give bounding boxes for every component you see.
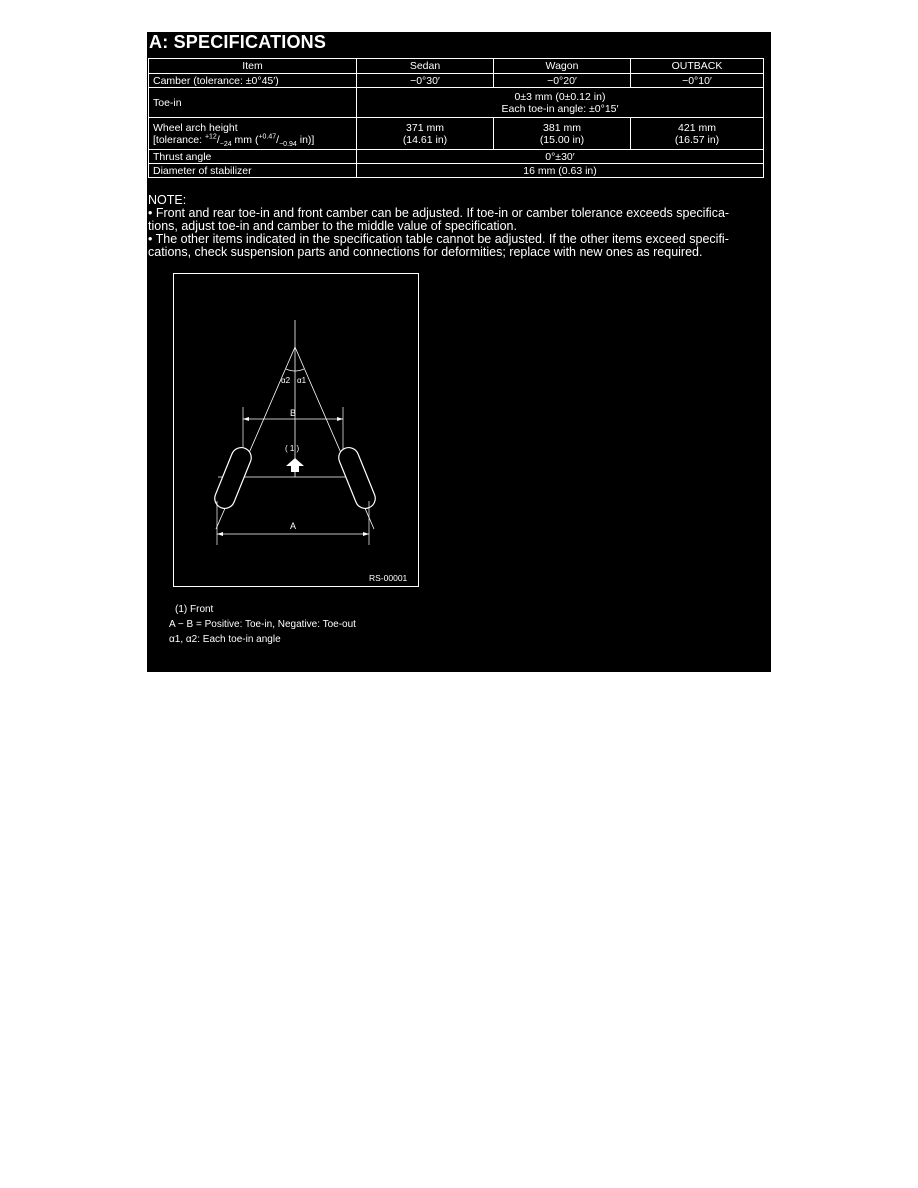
toe-in-value-line2: Each toe-in angle: ±0°15′ (501, 102, 619, 115)
wheel-arch-label (149, 118, 357, 150)
tol-mm-sup: +12 (204, 133, 217, 140)
camber-wagon: −0°20′ (494, 74, 631, 88)
spec-table (148, 58, 764, 178)
note-line-2: tions, adjust toe-in and camber to the middle value of specification. (148, 220, 517, 233)
figure-frame (174, 274, 419, 587)
table-row-stabilizer (149, 164, 764, 178)
alpha1-label: α1 (297, 376, 307, 385)
tol-in-sub: −0.94 (279, 140, 297, 148)
camber-outback: −0°10′ (631, 74, 764, 88)
wheel-arch-outback-mm: 421 mm (678, 121, 716, 134)
unit-mm: mm ( (231, 133, 259, 146)
note-line-4: cations, check suspension parts and connections for deformities; replace with new ones as required. (148, 246, 703, 259)
stabilizer-label: Diameter of stabilizer (149, 164, 357, 178)
wheel-arch-sedan (357, 118, 494, 150)
toe-in-diagram (173, 273, 419, 587)
legend-item-a-minus-b: A − B = Positive: Toe-in, Negative: Toe-out (169, 619, 356, 630)
camber-label: Camber (tolerance: ±0°45′) (149, 74, 357, 88)
figure-code: RS-00001 (369, 573, 408, 583)
header-outback: OUTBACK (631, 59, 764, 74)
note-title: NOTE: (148, 193, 187, 207)
table-row-camber (149, 74, 764, 88)
table-header-row (149, 59, 764, 74)
b-label: B (290, 408, 297, 418)
wheel-arch-tolerance: [tolerance: $^{+12}/_{-24}$ mm ($^{+0.47}/_{-0.94}$ in)] (153, 133, 315, 148)
toe-in-label: Toe-in (149, 88, 357, 118)
legend-item-alpha: α1, α2: Each toe-in angle (169, 634, 281, 645)
table-row-thrust (149, 150, 764, 164)
legend-item-front: (1) Front (175, 604, 214, 615)
tol-mm-sub: −24 (219, 140, 232, 148)
table-row-toe-in (149, 88, 764, 118)
toe-in-value-line1: 0±3 mm (0±0.12 in) (514, 90, 606, 103)
toe-in-value (357, 88, 764, 118)
wheel-arch-wagon-in: (15.00 in) (539, 133, 585, 146)
note-line-1: • Front and rear toe-in and front camber can be adjusted. If toe-in or camber tolerance exceeds specifica- (148, 207, 730, 220)
wheel-arch-wagon-mm: 381 mm (543, 121, 581, 134)
note-line-3: • The other items indicated in the specification table cannot be adjusted. If the other items exceed specifi- (148, 233, 729, 246)
tol-in-sup: +0.47 (258, 133, 277, 140)
wheel-arch-outback-in: (16.57 in) (674, 133, 720, 146)
wheel-arch-label-line1: Wheel arch height (153, 121, 238, 134)
unit-in: in)] (296, 133, 315, 146)
tolerance-prefix: [tolerance: (153, 133, 205, 146)
stabilizer-value: 16 mm (0.63 in) (357, 164, 764, 178)
thrust-value: 0°±30′ (357, 150, 764, 164)
header-item: Item (149, 59, 357, 74)
table-row-wheel-arch (149, 118, 764, 150)
alpha2-label: α2 (281, 376, 291, 385)
thrust-label: Thrust angle (149, 150, 357, 164)
camber-sedan: −0°30′ (357, 74, 494, 88)
section-heading: A: SPECIFICATIONS (149, 32, 327, 52)
front-label: ( 1 ) (285, 444, 300, 453)
figure-legend (169, 602, 356, 647)
wheel-arch-outback (631, 118, 764, 150)
header-sedan: Sedan (357, 59, 494, 74)
a-label: A (290, 521, 297, 531)
wheel-arch-wagon (494, 118, 631, 150)
wheel-arch-sedan-mm: 371 mm (406, 121, 444, 134)
note-block (148, 194, 766, 259)
wheel-arch-sedan-in: (14.61 in) (402, 133, 448, 146)
spec-panel (147, 32, 771, 672)
header-wagon: Wagon (494, 59, 631, 74)
